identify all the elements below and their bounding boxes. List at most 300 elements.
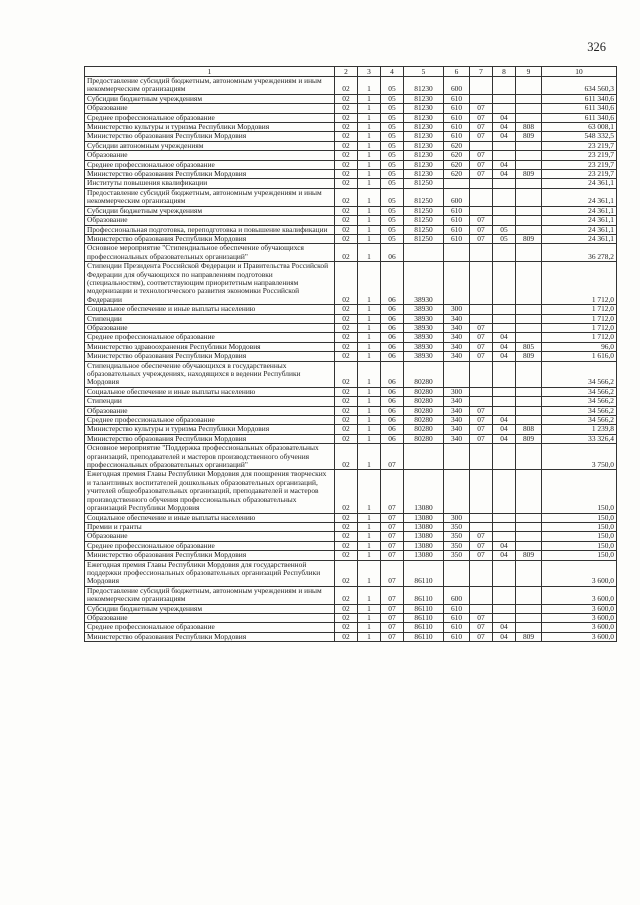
amount-cell: 23 219,7 <box>542 141 617 150</box>
code-6-cell: 620 <box>444 170 470 179</box>
code-7-cell: 07 <box>470 425 493 434</box>
code-3-cell: 1 <box>358 305 381 314</box>
code-8-cell: 04 <box>493 132 516 141</box>
code-4-cell: 07 <box>381 513 404 522</box>
code-7-cell <box>470 444 493 470</box>
code-7-cell: 07 <box>470 613 493 622</box>
code-2-cell: 02 <box>335 206 358 215</box>
code-5-cell: 13080 <box>404 522 444 531</box>
code-6-cell <box>444 262 470 305</box>
code-2-cell: 02 <box>335 425 358 434</box>
amount-cell: 34 566,2 <box>542 416 617 425</box>
code-9-cell <box>516 216 542 225</box>
code-5-cell: 81250 <box>404 225 444 234</box>
code-4-cell: 06 <box>381 305 404 314</box>
code-8-cell: 04 <box>493 113 516 122</box>
row-name-cell: Министерство культуры и туризма Республики Мордовия <box>85 123 335 132</box>
code-6-cell: 610 <box>444 234 470 243</box>
code-3-cell: 1 <box>358 104 381 113</box>
code-6-cell: 610 <box>444 225 470 234</box>
amount-cell: 24 361,1 <box>542 225 617 234</box>
code-8-cell <box>493 314 516 323</box>
code-7-cell: 07 <box>470 104 493 113</box>
amount-cell: 34 566,2 <box>542 387 617 396</box>
table-row <box>85 551 617 560</box>
code-2-cell: 02 <box>335 623 358 632</box>
table-row <box>85 225 617 234</box>
code-4-cell: 05 <box>381 151 404 160</box>
code-3-cell: 1 <box>358 342 381 351</box>
code-4-cell: 05 <box>381 216 404 225</box>
code-2-cell: 02 <box>335 444 358 470</box>
code-7-cell <box>470 513 493 522</box>
code-4-cell: 05 <box>381 132 404 141</box>
code-3-cell: 1 <box>358 333 381 342</box>
code-5-cell: 81230 <box>404 151 444 160</box>
amount-cell: 1 712,0 <box>542 333 617 342</box>
code-8-cell <box>493 141 516 150</box>
code-9-cell: 809 <box>516 170 542 179</box>
code-9-cell <box>516 160 542 169</box>
code-5-cell: 80280 <box>404 434 444 443</box>
code-9-cell <box>516 206 542 215</box>
code-6-cell <box>444 560 470 586</box>
budget-table <box>84 66 617 642</box>
table-row <box>85 104 617 113</box>
table-row <box>85 352 617 361</box>
code-7-cell <box>470 560 493 586</box>
code-3-cell: 1 <box>358 397 381 406</box>
code-7-cell: 07 <box>470 123 493 132</box>
code-4-cell: 06 <box>381 397 404 406</box>
table-row <box>85 244 617 262</box>
code-3-cell: 1 <box>358 613 381 622</box>
code-6-cell: 620 <box>444 141 470 150</box>
code-4-cell: 05 <box>381 179 404 188</box>
code-9-cell <box>516 225 542 234</box>
code-7-cell <box>470 141 493 150</box>
code-5-cell: 80280 <box>404 425 444 434</box>
code-5-cell: 81250 <box>404 234 444 243</box>
code-8-cell <box>493 604 516 613</box>
table-row <box>85 541 617 550</box>
row-name-cell: Социальное обеспечение и иные выплаты населению <box>85 513 335 522</box>
code-7-cell: 07 <box>470 352 493 361</box>
code-6-cell: 600 <box>444 188 470 206</box>
row-name-cell: Стипендии <box>85 397 335 406</box>
table-row <box>85 522 617 531</box>
code-8-cell <box>493 613 516 622</box>
code-7-cell: 07 <box>470 541 493 550</box>
code-8-cell <box>493 151 516 160</box>
code-8-cell: 04 <box>493 416 516 425</box>
code-3-cell: 1 <box>358 434 381 443</box>
code-3-cell: 1 <box>358 314 381 323</box>
code-5-cell <box>404 244 444 262</box>
code-8-cell <box>493 188 516 206</box>
table-row <box>85 361 617 387</box>
amount-cell: 3 600,0 <box>542 623 617 632</box>
code-8-cell <box>493 444 516 470</box>
code-5-cell: 13080 <box>404 513 444 522</box>
code-8-cell <box>493 532 516 541</box>
code-2-cell: 02 <box>335 551 358 560</box>
amount-cell: 1 616,0 <box>542 352 617 361</box>
code-8-cell: 04 <box>493 541 516 550</box>
code-2-cell: 02 <box>335 225 358 234</box>
code-7-cell <box>470 470 493 513</box>
code-9-cell: 809 <box>516 234 542 243</box>
code-7-cell <box>470 387 493 396</box>
row-name-cell: Ежегодная премия Главы Республики Мордовия для государственной поддержки профессиональных образовательных организаций Республики Мордовия <box>85 560 335 586</box>
code-5-cell: 86110 <box>404 632 444 641</box>
row-name-cell: Ежегодная премия Главы Республики Мордовия для поощрения творческих и талантливых воспитателей дошкольных образовательных организаций, учителей общеобразовательных организаций, преподавателей и мастеров производственного обучения профессиональных образовательных организаций Республики Мордовия <box>85 470 335 513</box>
code-6-cell <box>444 244 470 262</box>
code-2-cell: 02 <box>335 333 358 342</box>
row-name-cell: Основное мероприятие "Поддержка профессиональных образовательных организаций, преподавателей и мастеров производственного обучения профессиональных образовательных организаций" <box>85 444 335 470</box>
code-8-cell <box>493 216 516 225</box>
code-4-cell: 05 <box>381 94 404 103</box>
code-8-cell <box>493 77 516 95</box>
code-5-cell: 38930 <box>404 342 444 351</box>
row-name-cell: Субсидии автономным учреждениям <box>85 141 335 150</box>
code-3-cell: 1 <box>358 160 381 169</box>
row-name-cell: Социальное обеспечение и иные выплаты населению <box>85 305 335 314</box>
code-4-cell: 07 <box>381 444 404 470</box>
code-4-cell: 06 <box>381 244 404 262</box>
code-4-cell: 05 <box>381 234 404 243</box>
code-4-cell: 06 <box>381 387 404 396</box>
code-6-cell: 340 <box>444 333 470 342</box>
code-8-cell: 04 <box>493 551 516 560</box>
column-header: 6 <box>444 67 470 77</box>
code-2-cell: 02 <box>335 160 358 169</box>
code-3-cell: 1 <box>358 352 381 361</box>
code-7-cell: 07 <box>470 632 493 641</box>
table-row <box>85 406 617 415</box>
code-9-cell <box>516 244 542 262</box>
code-9-cell: 809 <box>516 434 542 443</box>
code-5-cell: 80280 <box>404 406 444 415</box>
code-7-cell <box>470 262 493 305</box>
row-name-cell: Министерство образования Республики Мордовия <box>85 170 335 179</box>
row-name-cell: Министерство культуры и туризма Республики Мордовия <box>85 425 335 434</box>
code-9-cell <box>516 314 542 323</box>
column-header: 1 <box>85 67 335 77</box>
code-4-cell: 06 <box>381 425 404 434</box>
code-3-cell: 1 <box>358 623 381 632</box>
code-4-cell: 05 <box>381 170 404 179</box>
amount-cell: 548 332,5 <box>542 132 617 141</box>
code-8-cell <box>493 406 516 415</box>
code-5-cell: 38930 <box>404 305 444 314</box>
code-2-cell: 02 <box>335 397 358 406</box>
table-row <box>85 470 617 513</box>
amount-cell: 23 219,7 <box>542 170 617 179</box>
code-9-cell <box>516 77 542 95</box>
code-9-cell <box>516 560 542 586</box>
code-3-cell: 1 <box>358 262 381 305</box>
code-2-cell: 02 <box>335 305 358 314</box>
code-2-cell: 02 <box>335 604 358 613</box>
code-9-cell <box>516 113 542 122</box>
row-name-cell: Стипендии Президента Российской Федерации и Правительства Российской Федерации для обучающихся по направлениям подготовки (специальностям), соответствующим приоритетным направлениям модернизации и технологического развития экономики Российской Федерации <box>85 262 335 305</box>
code-3-cell: 1 <box>358 532 381 541</box>
table-row <box>85 333 617 342</box>
code-2-cell: 02 <box>335 352 358 361</box>
row-name-cell: Среднее профессиональное образование <box>85 160 335 169</box>
code-3-cell: 1 <box>358 425 381 434</box>
table-row <box>85 262 617 305</box>
code-6-cell: 340 <box>444 323 470 332</box>
code-3-cell: 1 <box>358 225 381 234</box>
table-row <box>85 234 617 243</box>
code-5-cell: 81230 <box>404 170 444 179</box>
code-4-cell: 07 <box>381 604 404 613</box>
table-row <box>85 77 617 95</box>
code-4-cell: 05 <box>381 225 404 234</box>
row-name-cell: Социальное обеспечение и иные выплаты населению <box>85 387 335 396</box>
code-3-cell: 1 <box>358 560 381 586</box>
code-3-cell: 1 <box>358 132 381 141</box>
amount-cell: 1 712,0 <box>542 314 617 323</box>
code-6-cell: 350 <box>444 541 470 550</box>
code-5-cell: 81250 <box>404 206 444 215</box>
code-6-cell: 350 <box>444 532 470 541</box>
row-name-cell: Основное мероприятие "Стипендиальное обеспечение обучающихся профессиональных образовательных организаций" <box>85 244 335 262</box>
amount-cell: 1 712,0 <box>542 262 617 305</box>
table-row <box>85 397 617 406</box>
table-row <box>85 323 617 332</box>
code-9-cell <box>516 406 542 415</box>
code-2-cell: 02 <box>335 170 358 179</box>
code-6-cell: 300 <box>444 305 470 314</box>
code-3-cell: 1 <box>358 216 381 225</box>
table-row <box>85 613 617 622</box>
table-row <box>85 586 617 604</box>
code-6-cell: 610 <box>444 216 470 225</box>
code-6-cell: 610 <box>444 94 470 103</box>
code-3-cell: 1 <box>358 113 381 122</box>
code-7-cell <box>470 361 493 387</box>
code-4-cell: 05 <box>381 160 404 169</box>
code-5-cell: 81230 <box>404 160 444 169</box>
amount-cell: 611 340,6 <box>542 104 617 113</box>
code-9-cell <box>516 623 542 632</box>
table-row <box>85 425 617 434</box>
row-name-cell: Институты повышения квалификации <box>85 179 335 188</box>
code-9-cell <box>516 305 542 314</box>
code-3-cell: 1 <box>358 586 381 604</box>
code-9-cell <box>516 513 542 522</box>
code-5-cell: 38930 <box>404 323 444 332</box>
code-4-cell: 06 <box>381 323 404 332</box>
code-4-cell: 06 <box>381 352 404 361</box>
code-8-cell <box>493 94 516 103</box>
code-7-cell: 07 <box>470 434 493 443</box>
code-8-cell <box>493 323 516 332</box>
table-row <box>85 560 617 586</box>
code-3-cell: 1 <box>358 551 381 560</box>
code-9-cell <box>516 188 542 206</box>
amount-cell: 150,0 <box>542 551 617 560</box>
code-4-cell: 05 <box>381 141 404 150</box>
code-7-cell: 07 <box>470 333 493 342</box>
code-7-cell: 07 <box>470 113 493 122</box>
amount-cell: 150,0 <box>542 513 617 522</box>
row-name-cell: Предоставление субсидий бюджетным, автономным учреждениям и иным некоммерческим организациям <box>85 188 335 206</box>
code-4-cell: 05 <box>381 113 404 122</box>
code-3-cell: 1 <box>358 470 381 513</box>
code-9-cell: 805 <box>516 342 542 351</box>
code-6-cell: 300 <box>444 513 470 522</box>
code-9-cell <box>516 323 542 332</box>
row-name-cell: Образование <box>85 613 335 622</box>
code-4-cell: 06 <box>381 333 404 342</box>
row-name-cell: Предоставление субсидий бюджетным, автономным учреждениям и иным некоммерческим организациям <box>85 77 335 95</box>
row-name-cell: Среднее профессиональное образование <box>85 333 335 342</box>
code-7-cell: 07 <box>470 132 493 141</box>
code-6-cell: 610 <box>444 623 470 632</box>
code-8-cell <box>493 305 516 314</box>
row-name-cell: Среднее профессиональное образование <box>85 113 335 122</box>
code-4-cell: 07 <box>381 470 404 513</box>
code-4-cell: 07 <box>381 541 404 550</box>
code-9-cell: 809 <box>516 352 542 361</box>
table-row <box>85 123 617 132</box>
code-9-cell <box>516 604 542 613</box>
header-row <box>85 67 617 77</box>
code-6-cell: 340 <box>444 425 470 434</box>
code-2-cell: 02 <box>335 342 358 351</box>
code-6-cell: 610 <box>444 113 470 122</box>
code-9-cell <box>516 541 542 550</box>
code-2-cell: 02 <box>335 123 358 132</box>
code-9-cell: 809 <box>516 551 542 560</box>
code-6-cell: 350 <box>444 551 470 560</box>
code-4-cell: 07 <box>381 623 404 632</box>
row-name-cell: Среднее профессиональное образование <box>85 623 335 632</box>
code-2-cell: 02 <box>335 234 358 243</box>
code-8-cell: 04 <box>493 342 516 351</box>
code-2-cell: 02 <box>335 104 358 113</box>
amount-cell: 1 712,0 <box>542 305 617 314</box>
code-7-cell <box>470 244 493 262</box>
code-4-cell: 07 <box>381 532 404 541</box>
code-8-cell <box>493 387 516 396</box>
code-5-cell: 86110 <box>404 604 444 613</box>
row-name-cell: Министерство образования Республики Мордовия <box>85 352 335 361</box>
code-2-cell: 02 <box>335 141 358 150</box>
code-3-cell: 1 <box>358 94 381 103</box>
code-5-cell: 38930 <box>404 262 444 305</box>
amount-cell: 150,0 <box>542 522 617 531</box>
code-3-cell: 1 <box>358 604 381 613</box>
code-5-cell: 13080 <box>404 541 444 550</box>
table-row <box>85 434 617 443</box>
code-7-cell: 07 <box>470 225 493 234</box>
code-6-cell: 600 <box>444 586 470 604</box>
code-6-cell <box>444 361 470 387</box>
code-3-cell: 1 <box>358 416 381 425</box>
row-name-cell: Министерство образования Республики Мордовия <box>85 632 335 641</box>
table-row <box>85 132 617 141</box>
code-5-cell: 13080 <box>404 470 444 513</box>
code-6-cell: 600 <box>444 77 470 95</box>
code-2-cell: 02 <box>335 179 358 188</box>
code-5-cell <box>404 444 444 470</box>
code-7-cell: 07 <box>470 170 493 179</box>
column-header: 9 <box>516 67 542 77</box>
code-6-cell: 350 <box>444 522 470 531</box>
code-7-cell <box>470 604 493 613</box>
table-row <box>85 342 617 351</box>
amount-cell: 3 600,0 <box>542 604 617 613</box>
code-8-cell: 04 <box>493 434 516 443</box>
table-row <box>85 141 617 150</box>
amount-cell: 24 361,1 <box>542 188 617 206</box>
code-4-cell: 05 <box>381 206 404 215</box>
code-2-cell: 02 <box>335 434 358 443</box>
code-7-cell <box>470 522 493 531</box>
code-7-cell <box>470 586 493 604</box>
column-header: 3 <box>358 67 381 77</box>
column-header: 4 <box>381 67 404 77</box>
code-5-cell: 81230 <box>404 141 444 150</box>
row-name-cell: Министерство образования Республики Мордовия <box>85 234 335 243</box>
code-2-cell: 02 <box>335 94 358 103</box>
code-6-cell <box>444 470 470 513</box>
code-9-cell <box>516 444 542 470</box>
code-5-cell: 81230 <box>404 132 444 141</box>
code-2-cell: 02 <box>335 361 358 387</box>
code-4-cell: 06 <box>381 406 404 415</box>
table-row <box>85 216 617 225</box>
amount-cell: 96,0 <box>542 342 617 351</box>
amount-cell: 634 560,3 <box>542 77 617 95</box>
code-8-cell <box>493 361 516 387</box>
code-8-cell: 04 <box>493 333 516 342</box>
code-3-cell: 1 <box>358 361 381 387</box>
code-6-cell <box>444 179 470 188</box>
code-5-cell: 86110 <box>404 613 444 622</box>
code-3-cell: 1 <box>358 632 381 641</box>
code-6-cell: 340 <box>444 416 470 425</box>
code-9-cell: 809 <box>516 632 542 641</box>
amount-cell: 611 340,6 <box>542 113 617 122</box>
code-9-cell <box>516 179 542 188</box>
code-7-cell: 07 <box>470 342 493 351</box>
row-name-cell: Министерство образования Республики Мордовия <box>85 132 335 141</box>
row-name-cell: Образование <box>85 406 335 415</box>
table-row <box>85 170 617 179</box>
code-5-cell: 80280 <box>404 387 444 396</box>
code-7-cell <box>470 397 493 406</box>
row-name-cell: Министерство образования Республики Мордовия <box>85 551 335 560</box>
table-row <box>85 416 617 425</box>
code-7-cell <box>470 179 493 188</box>
code-9-cell <box>516 141 542 150</box>
code-2-cell: 02 <box>335 560 358 586</box>
amount-cell: 3 600,0 <box>542 632 617 641</box>
column-header: 8 <box>493 67 516 77</box>
code-2-cell: 02 <box>335 77 358 95</box>
code-6-cell: 340 <box>444 397 470 406</box>
code-3-cell: 1 <box>358 522 381 531</box>
code-3-cell: 1 <box>358 151 381 160</box>
amount-cell: 3 600,0 <box>542 613 617 622</box>
code-6-cell: 340 <box>444 342 470 351</box>
